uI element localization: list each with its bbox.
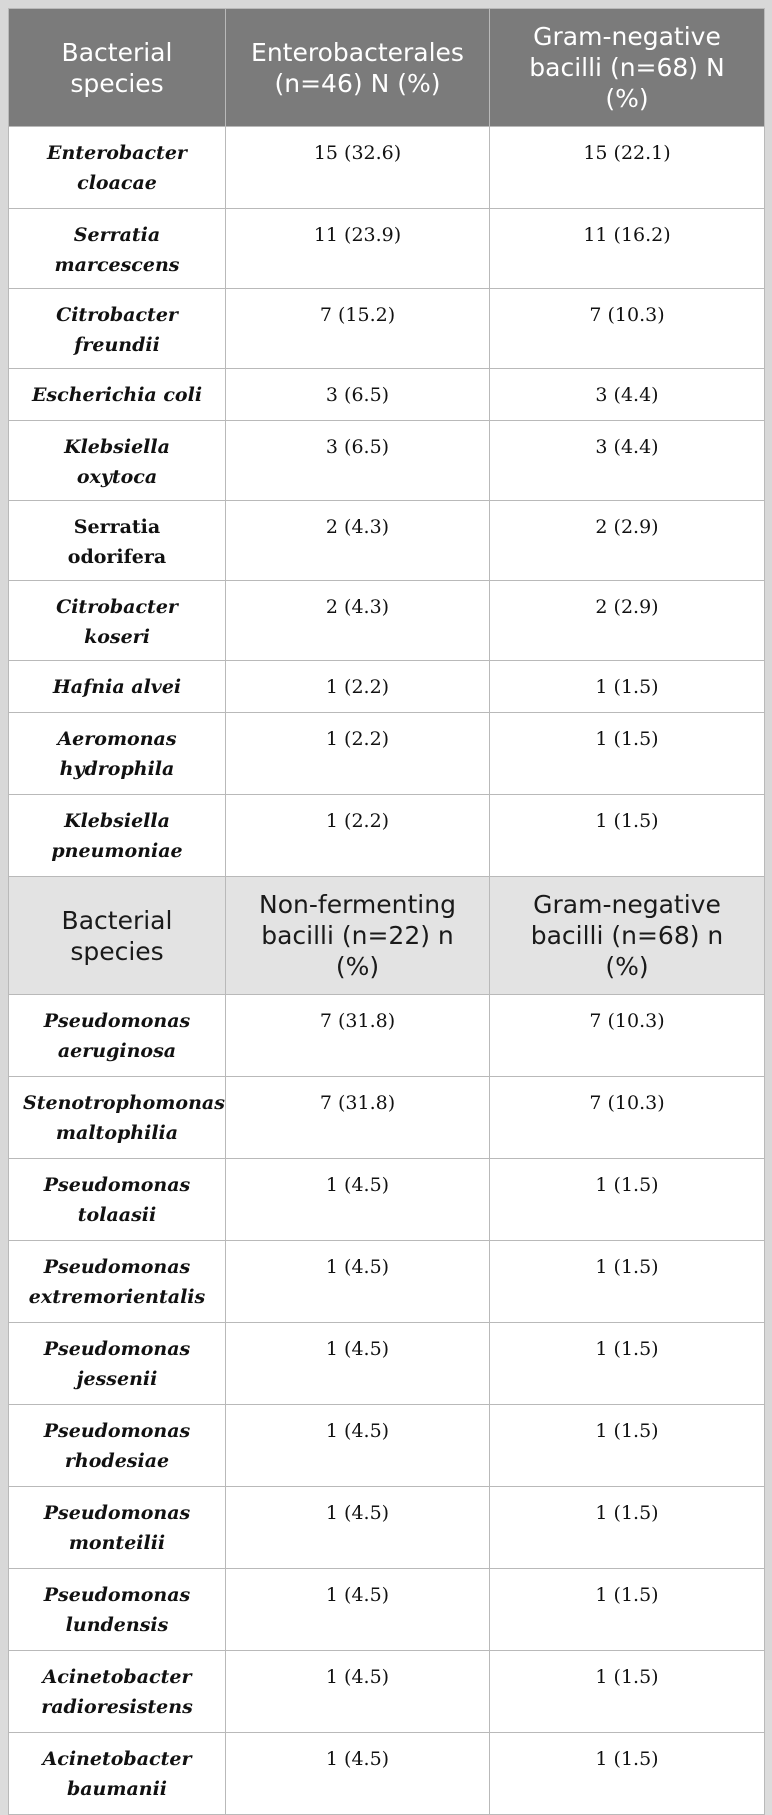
- table-row: [9, 1077, 765, 1159]
- value-cell: 1 (4.5): [226, 1241, 490, 1323]
- header-text: Bacterial species: [61, 37, 173, 98]
- table-row: [9, 1487, 765, 1569]
- header-cell-gram-negative: [490, 9, 765, 127]
- value-cell: 3 (4.4): [490, 421, 765, 501]
- value-cell: 1 (1.5): [490, 1651, 765, 1733]
- species-cell: Pseudomonas aeruginosa: [9, 995, 226, 1077]
- value-cell: 1 (1.5): [490, 1323, 765, 1405]
- species-cell: Escherichia coli: [9, 369, 226, 421]
- species-cell: Acinetobacter radioresistens: [9, 1651, 226, 1733]
- species-cell: Enterobacter cloacae: [9, 127, 226, 209]
- value-cell: 7 (15.2): [226, 289, 490, 369]
- header-text: Bacterial species: [61, 905, 173, 966]
- species-cell: Hafnia alvei: [9, 661, 226, 713]
- value-cell: 1 (1.5): [490, 795, 765, 877]
- value-cell: 1 (1.5): [490, 661, 765, 713]
- header-cell-species: [9, 9, 226, 127]
- header-cell-enterobacterales: [226, 9, 490, 127]
- bacterial-species-table: [8, 8, 765, 1815]
- value-cell: 1 (4.5): [226, 1159, 490, 1241]
- value-cell: 1 (4.5): [226, 1405, 490, 1487]
- value-cell: 11 (16.2): [490, 209, 765, 289]
- value-cell: 1 (4.5): [226, 1323, 490, 1405]
- species-cell: Citrobacter freundii: [9, 289, 226, 369]
- species-cell: Serratia odorifera: [9, 501, 226, 581]
- species-cell: Pseudomonas jessenii: [9, 1323, 226, 1405]
- table-row: [9, 661, 765, 713]
- value-cell: 2 (4.3): [226, 501, 490, 581]
- species-cell: Stenotrophomonas maltophilia: [9, 1077, 226, 1159]
- header-text: Gram-negative bacilli (n=68) n (%): [530, 890, 724, 981]
- species-cell: Serratia marcescens: [9, 209, 226, 289]
- table-row: [9, 795, 765, 877]
- value-cell: 1 (2.2): [226, 713, 490, 795]
- value-cell: 1 (2.2): [226, 795, 490, 877]
- value-cell: 7 (10.3): [490, 995, 765, 1077]
- value-cell: 7 (31.8): [226, 995, 490, 1077]
- species-cell: Pseudomonas lundensis: [9, 1569, 226, 1651]
- table-row: [9, 209, 765, 289]
- table-row: [9, 1733, 765, 1815]
- table-row: [9, 501, 765, 581]
- value-cell: 3 (6.5): [226, 421, 490, 501]
- value-cell: 2 (2.9): [490, 581, 765, 661]
- table-row: [9, 289, 765, 369]
- value-cell: 15 (32.6): [226, 127, 490, 209]
- value-cell: 15 (22.1): [490, 127, 765, 209]
- value-cell: 1 (2.2): [226, 661, 490, 713]
- header-text: Enterobacterales (n=46) N (%): [251, 37, 464, 98]
- species-cell: Pseudomonas extremorientalis: [9, 1241, 226, 1323]
- table-row: [9, 421, 765, 501]
- header-row-enterobacterales: [9, 9, 765, 127]
- table-row: [9, 995, 765, 1077]
- table-row: [9, 1241, 765, 1323]
- value-cell: 1 (4.5): [226, 1487, 490, 1569]
- table-row: [9, 1569, 765, 1651]
- table-row: [9, 1159, 765, 1241]
- species-cell: Klebsiella pneumoniae: [9, 795, 226, 877]
- value-cell: 1 (1.5): [490, 1569, 765, 1651]
- table-row: [9, 369, 765, 421]
- value-cell: 1 (1.5): [490, 1241, 765, 1323]
- value-cell: 3 (6.5): [226, 369, 490, 421]
- value-cell: 3 (4.4): [490, 369, 765, 421]
- table-row: [9, 1405, 765, 1487]
- header-cell-non-fermenting: [226, 877, 490, 995]
- value-cell: 1 (1.5): [490, 1159, 765, 1241]
- value-cell: 1 (1.5): [490, 713, 765, 795]
- value-cell: 1 (1.5): [490, 1405, 765, 1487]
- table-row: [9, 127, 765, 209]
- value-cell: 7 (10.3): [490, 289, 765, 369]
- species-cell: Acinetobacter baumanii: [9, 1733, 226, 1815]
- header-text: Non-fermenting bacilli (n=22) n (%): [259, 890, 456, 981]
- value-cell: 2 (2.9): [490, 501, 765, 581]
- table-row: [9, 713, 765, 795]
- header-text: Gram-negative bacilli (n=68) N (%): [529, 22, 725, 113]
- header-cell-species: [9, 877, 226, 995]
- value-cell: 1 (4.5): [226, 1733, 490, 1815]
- species-cell: Pseudomonas tolaasii: [9, 1159, 226, 1241]
- header-cell-gram-negative: [490, 877, 765, 995]
- value-cell: 1 (4.5): [226, 1569, 490, 1651]
- table-row: [9, 1651, 765, 1733]
- species-cell: Klebsiella oxytoca: [9, 421, 226, 501]
- species-cell: Pseudomonas rhodesiae: [9, 1405, 226, 1487]
- value-cell: 7 (31.8): [226, 1077, 490, 1159]
- value-cell: 1 (1.5): [490, 1733, 765, 1815]
- value-cell: 1 (4.5): [226, 1651, 490, 1733]
- species-cell: Citrobacter koseri: [9, 581, 226, 661]
- species-cell: Pseudomonas monteilii: [9, 1487, 226, 1569]
- species-cell: Aeromonas hydrophila: [9, 713, 226, 795]
- header-row-non-fermenting: [9, 877, 765, 995]
- table-row: [9, 581, 765, 661]
- table-row: [9, 1323, 765, 1405]
- value-cell: 7 (10.3): [490, 1077, 765, 1159]
- value-cell: 11 (23.9): [226, 209, 490, 289]
- value-cell: 2 (4.3): [226, 581, 490, 661]
- value-cell: 1 (1.5): [490, 1487, 765, 1569]
